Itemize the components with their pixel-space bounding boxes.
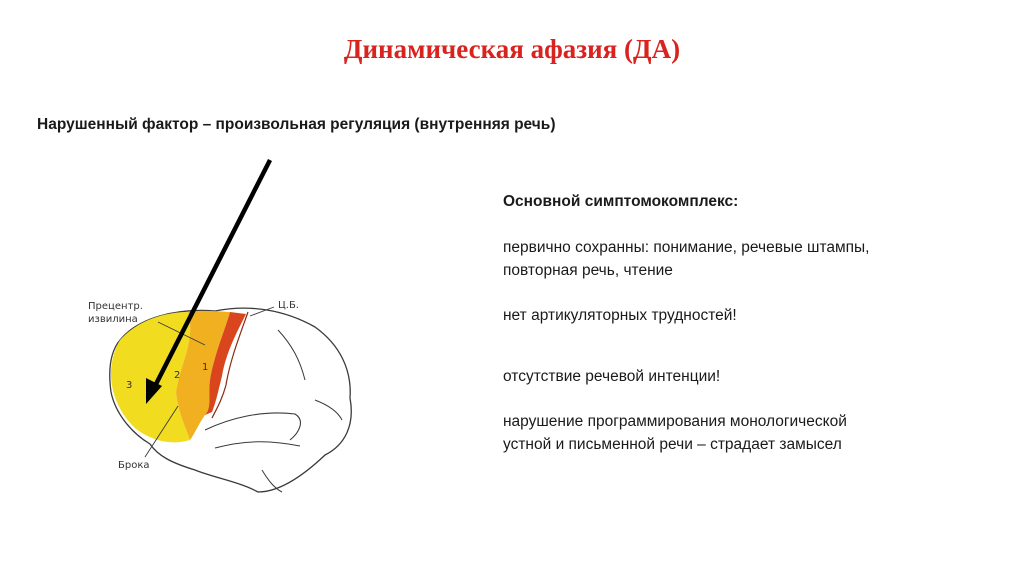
symptom-line: нет артикуляторных трудностей! — [503, 307, 737, 324]
central-sulcus-label: Ц.Б. — [278, 300, 299, 311]
symptom-line: отсутствие речевой интенции! — [503, 368, 721, 385]
symptom-line: нарушение программирования монологической — [503, 413, 847, 430]
symptom-line: повторная речь, чтение — [503, 262, 673, 279]
symptom-heading: Основной симптомокомплекс: — [503, 193, 739, 210]
zone-number-2: 2 — [174, 370, 181, 381]
zone-number-3: 3 — [126, 380, 133, 391]
precentral-label-line1: Прецентр. — [88, 301, 143, 312]
broca-label: Брока — [118, 460, 150, 471]
slide-title: Динамическая афазия (ДА) — [343, 34, 681, 64]
symptom-line: устной и письменной речи – страдает замысел — [503, 436, 842, 453]
symptom-line: первично сохранны: понимание, речевые штампы, — [503, 239, 870, 256]
zone-number-1: 1 — [202, 362, 209, 373]
precentral-label-line2: извилина — [88, 314, 138, 325]
impaired-factor-text: Нарушенный фактор – произвольная регуляция (внутренняя речь) — [37, 116, 556, 133]
